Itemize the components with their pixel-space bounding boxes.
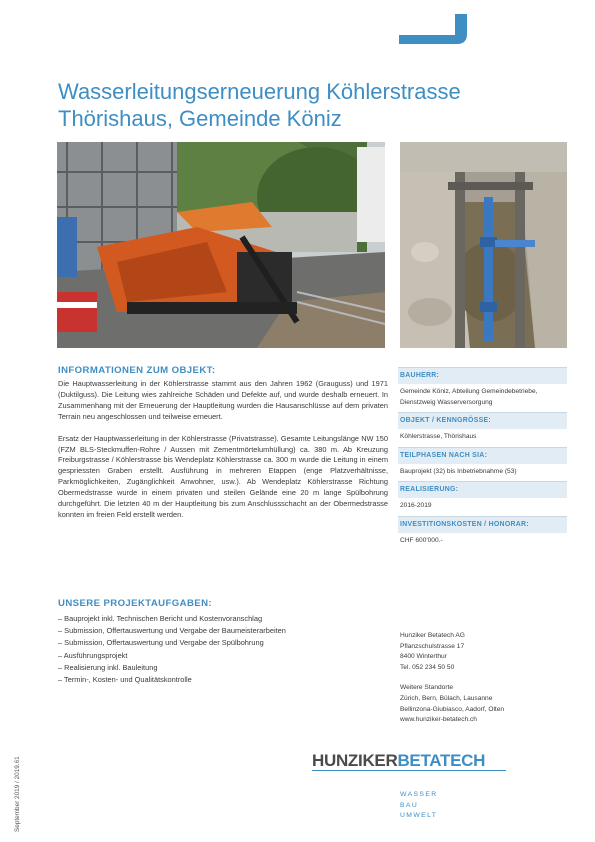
- locations-line-2: Bellinzona-Giubiasco, Aadorf, Olten: [400, 705, 505, 713]
- locations-title: Weitere Standorte: [400, 684, 454, 692]
- street-address: Pflanzschulstrasse 17: [400, 642, 465, 650]
- phases-label: TEILPHASEN NACH SIA:: [398, 447, 567, 464]
- locations-line-1: Zürich, Bern, Bülach, Lausanne: [400, 694, 493, 702]
- client-value: Gemeinde Köniz, Abteilung Gemeindebetriebe, Dienstzweig Wasserversorgung: [400, 388, 538, 406]
- object-info-paragraph: Die Hauptwasserleitung in der Köhlerstrasse stammt aus den Jahren 1962 (Grauguss) und 1971 (Duktilguss). Die Leitung wies zahlreiche Schäden und Defekte auf, und wurde deshalb erneuert. In Zusammenhang mit der Erneuerung der Hauptleitung wurden die Hausanschlüsse auf dem privaten Terrain neu angeschlossen und teilweise erneuert.: [58, 379, 388, 421]
- brand-logo: [312, 751, 485, 771]
- object-value: Köhlerstrasse, Thörishaus: [400, 433, 477, 440]
- list-item: – Termin-, Kosten- und Qualitätskontrolle: [58, 675, 192, 685]
- tasks-list: [58, 613, 286, 686]
- object-info-heading: INFORMATIONEN ZUM OBJEKT:: [58, 365, 216, 376]
- costs-label: INVESTITIONSKOSTEN / HONORAR:: [398, 516, 567, 533]
- client-label: BAUHERR:: [398, 367, 567, 384]
- company-name: Hunziker Betatech AG: [400, 632, 465, 639]
- company-logo-mark: [399, 14, 467, 44]
- website-link[interactable]: www.hunziker-betatech.ch: [400, 716, 477, 724]
- list-item: – Ausführungsprojekt: [58, 650, 128, 660]
- tasks-heading: UNSERE PROJEKTAUFGABEN:: [58, 598, 213, 609]
- project-info-table: [398, 367, 567, 550]
- brand-part-2: BETATECH: [397, 751, 486, 770]
- object-info-paragraph: Ersatz der Hauptwasserleitung in der Köhlerstrasse (Privatstrasse). Gesamte Leitungslänge NW 150 (FZM BLS-Steckmuffen-Rohre / Aussen mit Zementmörtelumhüllung) ca. 380 m. Ab Kreuzung Freiburgstrasse / Köhlerstrasse bis Wendeplatz Köhlerstrasse ca. 300 m wurde die Leitung in einem gespriessten Graben erstellt. Ausführung in mehreren Etappen (enge Platzverhältnisse, Parkmöglichkeiten, Zugänglichkeit Anwohner, usw.). Ab Wendeplatz Köhlerstrasse Richtung Obermedstrasse wurde in einem privaten und steilen Gelände eine 20 m lange Spülbohrung durchgeführt. Die letzten 40 m der Hauptleitung bis zum Anschlussschacht an der Obermedstrasse konnten im freien Feld erstellt werden.: [58, 433, 388, 519]
- page-title: [58, 78, 538, 132]
- title-line-2: Thörishaus, Gemeinde Köniz: [58, 106, 342, 131]
- drilling-machine-photo: [57, 142, 385, 348]
- object-label: OBJEKT / KENNGRÖSSE:: [398, 412, 567, 429]
- phone-number: Tel. 052 234 50 50: [400, 663, 455, 671]
- list-item: – Realisierung inkl. Bauleitung: [58, 662, 158, 672]
- brand-tagline: [400, 790, 438, 822]
- tagline-word: BAU: [400, 801, 419, 809]
- object-info-text: [58, 379, 388, 532]
- brand-underline: [312, 770, 506, 771]
- list-item: – Submission, Offertauswertung und Vergabe der Spülbohrung: [58, 638, 264, 648]
- city-address: 8400 Winterthur: [400, 653, 447, 661]
- realization-label: REALISIERUNG:: [398, 481, 567, 498]
- list-item: – Bauprojekt inkl. Technischen Bericht und Kostenvoranschlag: [58, 614, 263, 623]
- phases-value: Bauprojekt (32) bis Inbetriebnahme (53): [400, 467, 517, 475]
- contact-block: [400, 631, 570, 726]
- document-date-reference: September 2019 / 2019.61: [14, 756, 21, 832]
- list-item: – Submission, Offertauswertung und Vergabe der Baumeisterarbeiten: [58, 626, 286, 636]
- costs-value: CHF 600'000.-: [400, 536, 443, 544]
- realization-value: 2016-2019: [400, 502, 432, 509]
- title-line-1: Wasserleitungserneuerung Köhlerstrasse: [58, 79, 461, 104]
- tagline-word: WASSER: [400, 791, 438, 798]
- pipe-trench-photo: [400, 142, 567, 348]
- tagline-word: UMWELT: [400, 812, 438, 819]
- brand-part-1: HUNZIKER: [312, 751, 398, 770]
